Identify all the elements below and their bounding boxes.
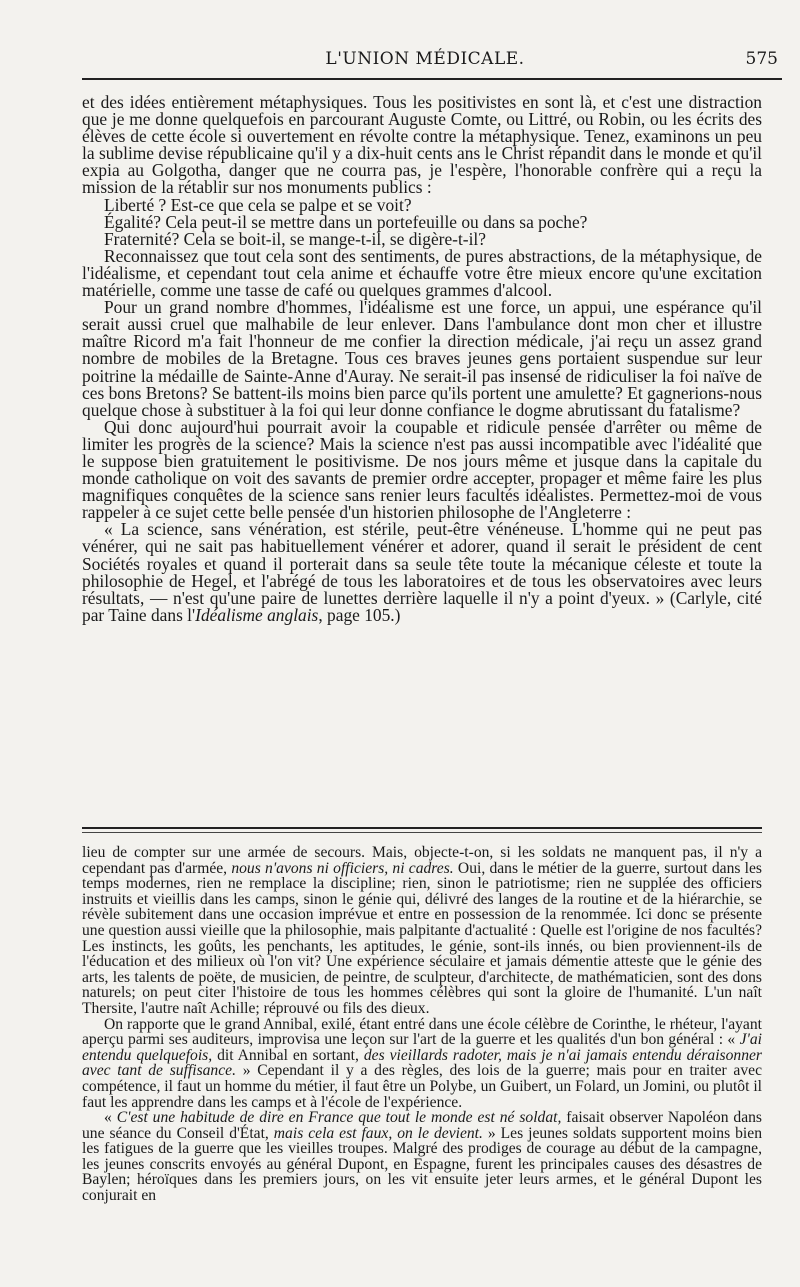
section-rule-thin (82, 832, 762, 833)
paragraph (82, 1017, 762, 1111)
text-run: » Cependant il y a des règles, des lois de la guerre; mais pour en traiter avec compétence, il faut un homme du métier, il faut être un Polybe, un Guibert, un Folard, un Jomini, ou plutôt il faut les apprendre dans les camps et à l'école de l'expérience. (82, 1062, 762, 1111)
paragraph (82, 845, 762, 1017)
italic-run: J'ai entendu quelquefois, (82, 1031, 762, 1064)
italic-run: nous n'avons ni officiers, ni cadres. (231, 859, 454, 877)
text-run: faisait observer Napoléon dans une séance du Conseil d'État, (82, 1109, 762, 1142)
paragraph: Égalité? Cela peut-il se mettre dans un portefeuille ou dans sa poche? (104, 211, 588, 232)
paragraph: Fraternité? Cela se boit-il, se mange-t-il, se digère-t-il? (104, 228, 486, 249)
main-text (82, 94, 762, 624)
text-run: « (104, 1109, 117, 1127)
citation-end: , page 105.) (318, 604, 401, 625)
text-run: dit Annibal en sortant, (212, 1046, 364, 1064)
italic-run: des vieillards radoter, mais je n'ai jamais entendu déraisonner avec tant de suffisance. (82, 1046, 762, 1080)
paragraph: Pour un grand nombre d'hommes, l'idéalisme est une force, un appui, une espérance qu'il serait aussi cruel que malhabile de leur enlever. Dans l'ambulance dont mon cher et illustre maître Ricord m'a fait l'honneur de me confier la direction médicale, j'ai reçu un assez grand nombre de mobiles de la Bretagne. Tous ces braves jeunes gens portaient suspendue sur leur poitrine la médaille de Sainte-Anne d'Auray. Ne serait-il pas insensé de ridiculiser la foi naïve de ces bons Bretons? Se battent-ils moins bien parce qu'ils portent une amulette? Et gagnerions-nous quelque chose à substituer à la foi qui leur donne confiance le dogme abrutissant du fatalisme? (82, 297, 762, 420)
paragraph: et des idées entièrement métaphysiques. Tous les positivistes en sont là, et c'est une distraction que je me donne quelquefois en parcourant Auguste Comte, ou Littré, ou Robin, ou les écrits des élèves de cette école si ouvertement en révolte contre la métaphysique. Tenez, examinons un peu la sublime devise républicaine qu'il y a dix-huit cents ans le Christ répandit dans le monde et qu'il expia au Golgotha, danger que ne courra pas, je l'espère, l'honorable confrère qui a reçu la mission de la rétablir sur nos monuments publics : (82, 92, 762, 198)
text-run: On rapporte que le grand Annibal, exilé, étant entré dans une école célèbre de Corinthe, le rhéteur, l'ayant aperçu parmi ses auditeurs, improvisa une leçon sur l'art de la guerre et les qualités d'un bon général : « (82, 1015, 762, 1049)
running-header (80, 46, 778, 76)
paragraph: Liberté ? Est-ce que cela se palpe et se voit? (104, 194, 412, 215)
book-title: Idéalisme anglais (195, 604, 319, 625)
text-run: » Les jeunes soldats supportent moins bien les fatigues de la guerre que les vieilles troupes. Malgré des prodiges de courage au début de la campagne, les jeunes conscrits envoyés au général Dupont, en Espagne, furent les principales causes des désastres de Baylen; héroïques dans les premiers jours, on les vit ensuite jeter leurs armes, et le général Dupont les conjurait en (82, 1124, 762, 1205)
text-run: Oui, dans le métier de la guerre, surtout dans les temps modernes, rien ne remplace la discipline; rien, sinon le patriotisme; rien ne supplée des officiers instruits et vieillis dans les camps, sinon le génie qui, délivré des langes de la routine et de la hiérarchie, se révèle subitement dans une occasion imprévue et entre en possession de la renommée. Ici donc se présente une question aussi vieille que la philosophie, mais palpitante d'actualité : Quelle est l'origine de nos facultés? Les instincts, les goûts, les penchants, les aptitudes, le génie, sont-ils innés, ou bien proviennent-ils de l'éducation et des milieux où l'on vit? Une expérience séculaire et jamais démentie atteste que le génie des arts, les talents de poëte, de musicien, de peintre, de sculpteur, d'architecte, de mathématicien, sont des dons naturels; on peut citer l'histoire de tous les hommes célèbres qui sont la gloire de l'humanité. L'un naît Thersite, l'autre naît Achille; réprouvé ou fils des dieux. (82, 859, 763, 1017)
paragraph (82, 1110, 762, 1204)
paragraph: Reconnaissez que tout cela sont des sentiments, de pures abstractions, de la métaphysique, de l'idéalisme, et cependant tout cela anime et échauffe votre être mieux encore qu'une excitation matérielle, comme une tasse de café ou quelques grammes d'alcool. (82, 245, 762, 301)
header-rule (82, 78, 782, 80)
quote-text: « La science, sans vénération, est stérile, peut-être vénéneuse. L'homme qui ne peut pas vénérer, qui ne sait pas habituellement vénérer et adorer, quand il serait le président de cent Sociétés royales et quand il porterait dans sa seule tête toute la mécanique céleste et toute la philosophie de Hegel, et l'abrégé de tous les laboratoires et de tous les observatoires avec leurs résultats, — n'est qu'une paire de lunettes derrière laquelle il n'y a point d'yeux. » (Carlyle, cité par Taine dans l' (82, 519, 762, 625)
page-number: 575 (745, 49, 778, 69)
paragraph: Qui donc aujourd'hui pourrait avoir la coupable et ridicule pensée d'arrêter ou même de limiter les progrès de la science? Mais la science n'est pas aussi incompatible avec l'idéalité que le suppose bien gratuitement le positivisme. De nos jours même et jusque dans la capitale du monde catholique on voit des savants de premier ordre accepter, propager et même faire les plus magnifiques conquêtes de la science sans renier leurs facultés idéalistes. Permettez-moi de vous rappeler à ce sujet cette belle pensée d'un historien philosophe de l'Angleterre : (82, 416, 762, 523)
quotation-paragraph (82, 521, 762, 624)
italic-run: C'est une habitude de dire en France que tout le monde est né soldat, (116, 1109, 562, 1127)
text-run: lieu de compter sur une armée de secours. Mais, objecte-t-on, si les soldats ne manquent pas, il n'y a cependant pas d'armée, (82, 844, 762, 877)
italic-run: mais cela est faux, on le devient. (273, 1124, 483, 1142)
section-rule (82, 827, 762, 829)
journal-title: L'UNION MÉDICALE. (325, 49, 525, 69)
feuilleton-text (82, 845, 762, 1204)
